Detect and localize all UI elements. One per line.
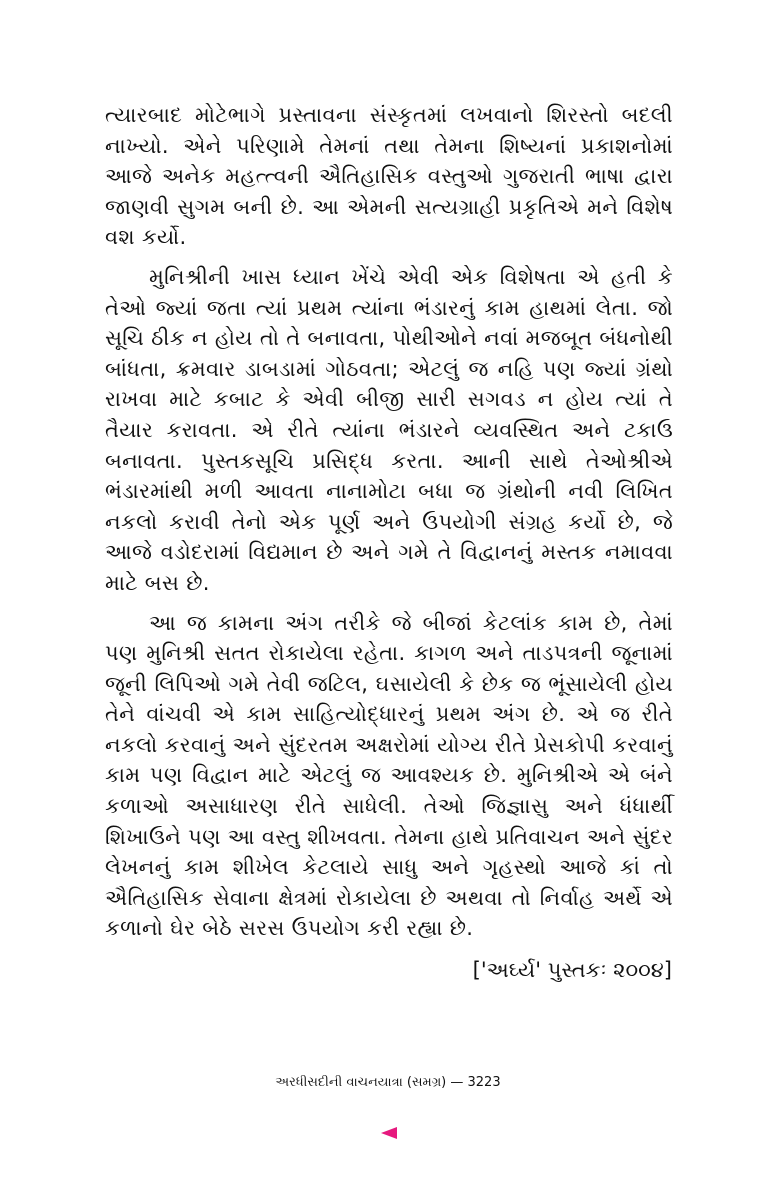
paragraph-1: ત્યારબાદ મોટેભાગે પ્રસ્તાવના સંસ્કૃતમાં લખવાનો શિરસ્તો બદલી નાખ્યો. એને પરિણામે તેમનાં તથા તેમના શિષ્યનાં પ્રકાશનોમાં આજે અનેક મહત્ત્વની ઐતિહાસિક વસ્તુઓ ગુજરાતી ભાષા દ્વારા જાણવી સુગમ બની છે. આ એમની સત્યગ્રાહી પ્રકૃતિએ મને વિશેષ વશ કર્યો. [105,103,673,250]
page-body [105,100,673,944]
prev-page-triangle-icon[interactable] [380,1125,398,1139]
page-footer: અરધીસદીની વાચનયાત્રા (સમગ્ર) — 3223 [275,1075,501,1090]
paragraph-3: આ જ કામના અંગ તરીકે જે બીજાં કેટલાંક કામ છે, તેમાં પણ મુનિશ્રી સતત રોકાયેલા રહેતા. કાગળ અને તાડપત્રની જૂનામાં જૂની લિપિઓ ગમે તેવી જટિલ, ઘસાયેલી કે છેક જ ભૂંસાયેલી હોય તેને વાંચવી એ કામ સાહિત્યોદ્ધારનું પ્રથમ અંગ છે. એ જ રીતે નકલો કરવાનું અને સુંદરતમ અક્ષરોમાં યોગ્ય રીતે પ્રેસકોપી કરવાનું કામ પણ વિદ્વાન માટે એટલું જ આવશ્યક છે. મુનિશ્રીએ એ બંને કળાઓ અસાધારણ રીતે સાધેલી. તેઓ જિજ્ઞાસુ અને ધંધાર્થી શિખાઉને પણ આ વસ્તુ શીખવતા. તેમના હાથે પ્રતિવાચન અને સુંદર લેખનનું કામ શીખેલ કેટલાયે સાધુ અને ગૃહસ્થો આજે કાં તો ઐતિહાસિક સેવાના ક્ષેત્રમાં રોકાયેલા છે અથવા તો નિર્વાહ અર્થે એ કળાનો ઘેર બેઠે સરસ ઉપયોગ કરી રહ્યા છે. [105,610,673,941]
source-citation: ['અર્ઘ્ય' પુસ્તકઃ ૨૦૦૪] [472,958,672,982]
paragraph-2: મુનિશ્રીની ખાસ ધ્યાન ખેંચે એવી એક વિશેષતા એ હતી કે તેઓ જ્યાં જતા ત્યાં પ્રથમ ત્યાંના ભંડારનું કામ હાથમાં લેતા. જો સૂચિ ઠીક ન હોય તો તે બનાવતા, પોથીઓને નવાં મજબૂત બંધનોથી બાંધતા, ક્રમવાર ડાબડામાં ગોઠવતા; એટલું જ નહિ પણ જ્યાં ગ્રંથો રાખવા માટે કબાટ કે એવી બીજી સારી સગવડ ન હોય ત્યાં તે તૈયાર કરાવતા. એ રીતે ત્યાંના ભંડારને વ્યવસ્થિત અને ટકાઉ બનાવતા. પુસ્તકસૂચિ પ્રસિદ્ધ કરતા. આની સાથે તેઓશ્રીએ ભંડારમાંથી મળી આવતા નાનામોટા બધા જ ગ્રંથોની નવી લિખિત નકલો કરાવી તેનો એક પૂર્ણ અને ઉપયોગી સંગ્રહ કર્યો છે, જે આજે વડોદરામાં વિદ્યમાન છે અને ગમે તે વિદ્વાનનું મસ્તક નમાવવા માટે બસ છે. [105,264,673,595]
